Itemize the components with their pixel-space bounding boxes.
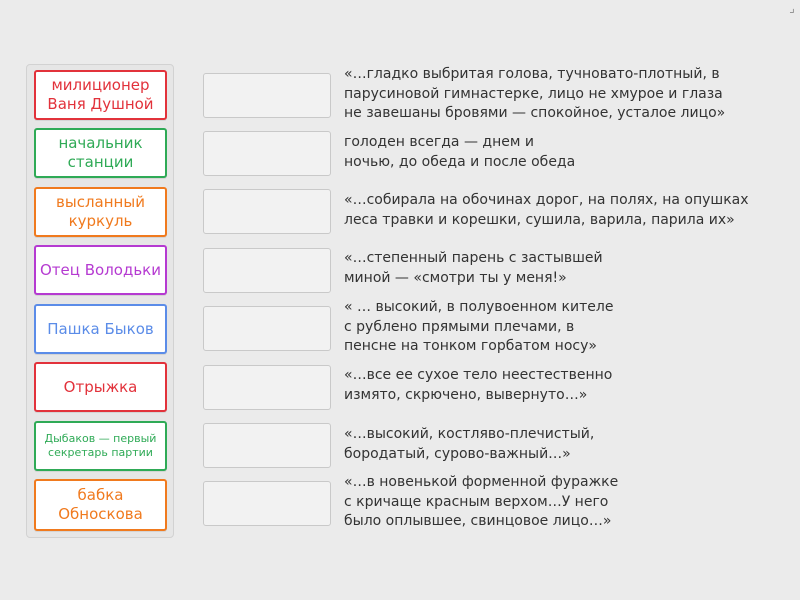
tile-otryzhka[interactable] <box>34 362 167 412</box>
description-6: «…все ее сухое тело неестественно измято, скрючено, вывернуто…» <box>344 367 613 403</box>
drop-slot-5[interactable] <box>203 306 331 351</box>
description-4: «…степенный парень с застывшей миной — «смотри ты у меня!» <box>344 250 603 286</box>
tile-label: Отец Володьки <box>39 260 161 279</box>
drop-slot-2[interactable] <box>203 131 331 176</box>
drop-slot-6[interactable] <box>203 365 331 410</box>
description-3: «…собирала на обочинах дорог, на полях, на опушках леса травки и корешки, сушила, варила, парила их» <box>344 192 749 228</box>
description-7: «…высокий, костляво-плечистый, бородатый, сурово-важный…» <box>344 426 595 462</box>
tile-label: высланный куркуль <box>56 193 145 230</box>
tile-babka-obnoskova[interactable] <box>34 479 167 531</box>
tile-pashka-bykov[interactable] <box>34 304 167 354</box>
tile-label: бабка Обноскова <box>58 486 143 523</box>
description-1: «…гладко выбритая голова, тучновато-плотный, в парусиновой гимнастерке, лицо не хмурое и глаза не завешаны бровями — спокойное, усталое лицо» <box>344 66 726 121</box>
drop-slot-4[interactable] <box>203 248 331 293</box>
description-5: « … высокий, в полувоенном кителе с рублено прямыми плечами, в пенсне на тонком горбатом носу» <box>344 299 614 354</box>
description-8: «…в новенькой форменной фуражке с кричаще красным верхом…У него было оплывшее, свинцовое лицо…» <box>344 474 619 529</box>
tile-militsioner[interactable] <box>34 70 167 120</box>
description-2: голоден всегда — днем и ночью, до обеда и после обеда <box>344 134 576 170</box>
tile-label: начальник станции <box>58 134 143 171</box>
tile-dybakov[interactable] <box>34 421 167 471</box>
drop-slot-8[interactable] <box>203 481 331 526</box>
tile-label: милиционер Ваня Душной <box>47 76 154 113</box>
tile-label: Отрыжка <box>63 377 138 396</box>
expand-corner-icon[interactable]: ⌟ <box>789 1 795 15</box>
drop-slot-3[interactable] <box>203 189 331 234</box>
tile-vyslannyi-kurkul[interactable] <box>34 187 167 237</box>
drop-slot-7[interactable] <box>203 423 331 468</box>
tile-label: Дыбаков — первый секретарь партии <box>44 432 157 459</box>
tile-otets-volodki[interactable] <box>34 245 167 295</box>
drop-slot-1[interactable] <box>203 73 331 118</box>
tile-nachalnik-stantsii[interactable] <box>34 128 167 178</box>
tile-label: Пашка Быков <box>47 319 154 338</box>
